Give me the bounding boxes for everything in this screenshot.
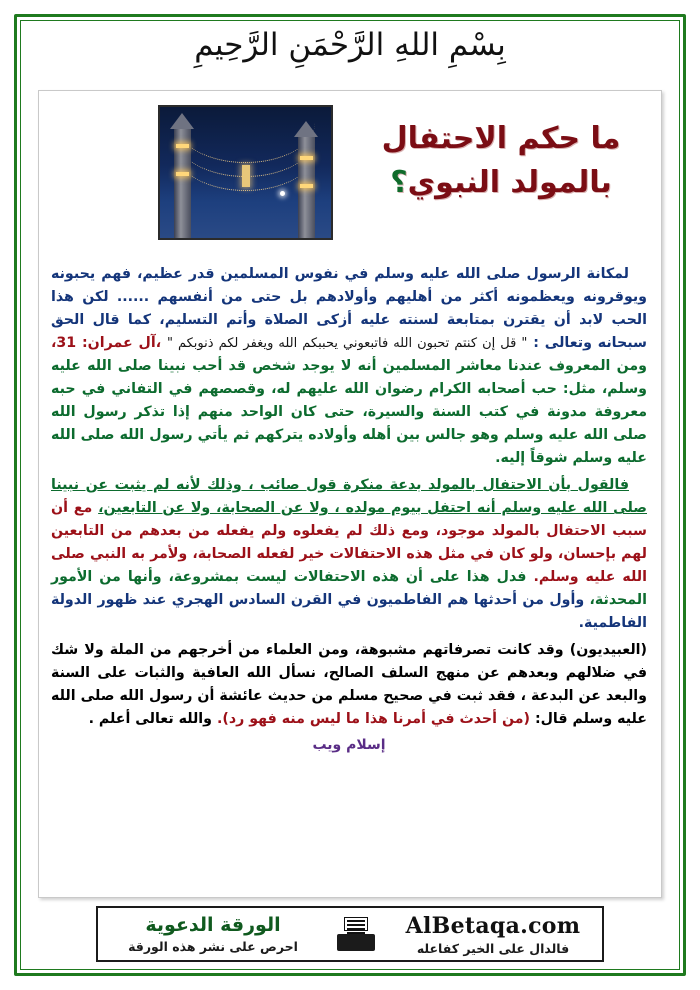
p1-reference: ،آل عمران: 31، [51, 335, 162, 351]
minaret-lamp [176, 144, 189, 148]
paragraph-2 [51, 474, 647, 635]
p3-tail: والله تعالى أعلم . [88, 711, 212, 727]
p3-main: (العبيديون) وقد كانت تصرفاتهم مشبوهة، ومن العلماء من أخرجهم من الملة ولا شك في ضلالهم وبعدهم عن منهج السلف الصالح، نسأل الله العافية والثبات على السنة والبعد عن البدعة ، فقد ثبت في صحيح مسلم من حديث عائشة أن رسول الله صلى الله عليه وسلم قال: [51, 642, 647, 727]
article-body [51, 263, 647, 753]
printer-glyph [337, 917, 375, 951]
basmala-text: بِسْمِ اللهِ الرَّحْمَنِ الرَّحِيمِ [194, 27, 506, 63]
printer-body [337, 934, 375, 951]
paragraph-3 [51, 639, 647, 731]
p1-verse: " قل إن كنتم تحبون الله فاتبعوني يحببكم الله ويغفر لكم ذنوبكم " [166, 336, 528, 351]
minaret-lamp [176, 172, 189, 176]
source-signature: إسلام ويب [312, 737, 386, 753]
printer-icon [328, 917, 384, 951]
minaret-lamp [300, 156, 313, 160]
p3-hadith: (من أحدث في أمرنا هذا ما ليس منه فهو رد). [216, 711, 530, 727]
p1-tail: ومن المعروف عندنا معاشر المسلمين أنه لا يوجد شخص قد أحب نبينا صلى الله عليه وسلم، مثل: حب أصحابه الكرام رضوان الله عليهم له، وقصصهم في التفاني في حبه معروفة مدونة في كتب السنة والسيرة، حتى كان الواحد منهم إذا تذكر رسول الله صلى الله عليه وسلم وهو جالس بين أهله وأولاده يتركهم ثم يأتي رسول الله صلى الله عليه وسلم شوقاً إليه. [51, 358, 647, 466]
minarets-night-photo [158, 105, 333, 240]
minaret-right [298, 134, 315, 238]
page-title [351, 117, 651, 204]
printer-paper [344, 917, 368, 931]
p2-segment-c: فدل هذا على أن هذه الاحتفالات ليست بمشروعة، وأنها من الأمور المحدثة، [51, 569, 647, 608]
header-area [39, 99, 663, 259]
footer-title: الورقة الدعوية [145, 914, 281, 936]
minaret-cap [170, 113, 194, 129]
moon-icon [280, 191, 285, 196]
hanging-lantern-icon [242, 165, 250, 187]
brand-name[interactable]: AlBetaqa.com [405, 912, 581, 939]
title-line-2: بالمولد النبوي؟ [390, 164, 612, 200]
p2-segment-a: فالقول بأن الاحتفال بالمولد بدعة منكرة قول صائب ، وذلك لأنه لم يثبت عن نبينا صلى الله عليه وسلم أنه احتفل بيوم مولده ، ولا عن الصحابة، ولا عن التابعين، [51, 477, 647, 516]
minaret-left [174, 126, 191, 238]
p1-main: لمكانة الرسول صلى الله عليه وسلم في نفوس المسلمين قدر عظيم، فهم يحبونه ويوقرونه ويعظمونه أكثر من أهليهم وأولادهم بل حتى من أنفسهم ...... لكن هذا الحب لابد أن يقترن بمتابعة لسنته عليه أزكى الصلاة وأتم التسليم، كما قال الحق سبحانه وتعالى : [51, 266, 647, 351]
footer-arabic-block [98, 914, 328, 954]
basmala-area [0, 26, 700, 65]
minaret-lamp [300, 184, 313, 188]
paragraph-1 [51, 263, 647, 470]
title-line-1: ما حكم الاحتفال [381, 121, 621, 156]
question-mark: ؟ [390, 164, 408, 200]
footer-subtitle: احرص على نشر هذه الورقة [128, 939, 298, 954]
brand-tagline: فالدال على الخير كفاعله [416, 940, 570, 956]
minaret-cap [294, 121, 318, 137]
p2-segment-b: مع أن سبب الاحتفال بالمولد موجود، ومع ذلك لم يفعلوه ولم يفعله من بعدهم من التابعين لهم بإحسان، ولو كان في مثل هذه الاحتفالات خير لفعله الصحابة، ولأمر به النبي صلى الله عليه وسلم. [51, 500, 647, 585]
footer-bar [96, 906, 604, 962]
footer-brand-block[interactable] [384, 913, 602, 956]
content-card [38, 90, 662, 898]
p2-segment-d: وأول من أحدثها هم الفاطميون في القرن السادس الهجري عند ظهور الدولة الفاطمية. [51, 592, 647, 631]
